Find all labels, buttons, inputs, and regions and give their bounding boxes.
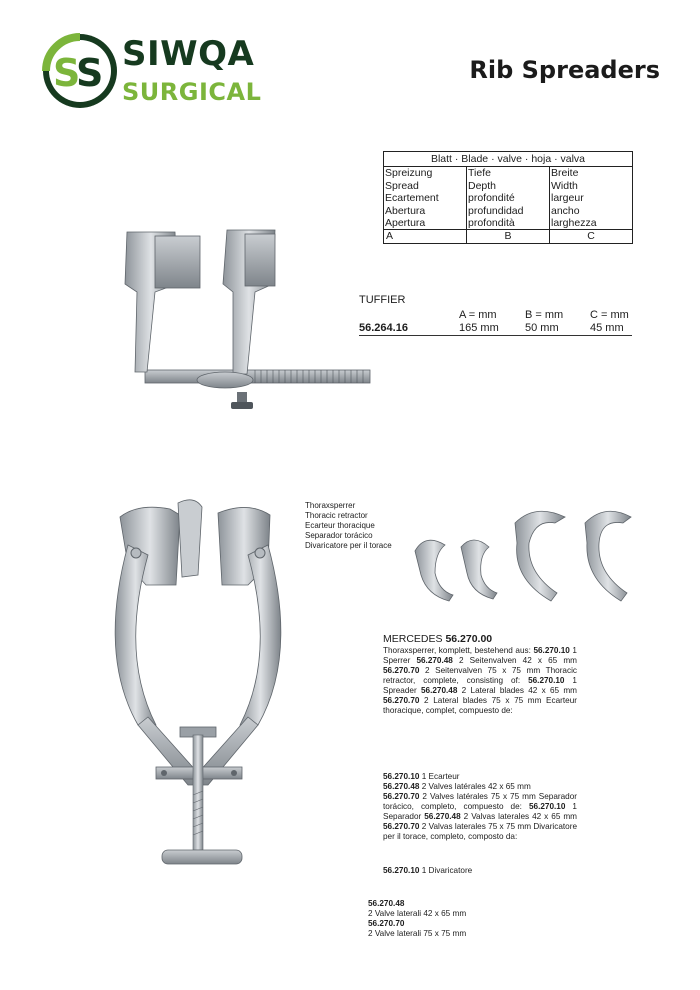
svg-text:S: S: [53, 51, 81, 95]
tuffier-value-b: 50 mm: [525, 322, 559, 334]
ecarteur-description: [383, 772, 577, 842]
blade-col-a-line: Spread: [385, 179, 419, 192]
brand-logo: [40, 30, 262, 112]
part-code: 56.270.48: [383, 782, 420, 791]
blade-col-b-line: profondità: [468, 217, 515, 230]
blade-col-c-line: Breite: [551, 167, 579, 180]
blade-dimension-table: [383, 151, 633, 244]
valve-laterali-description: [368, 899, 466, 939]
tuffier-header-row: [359, 309, 632, 322]
divaricatore-description: [383, 866, 577, 876]
part-code: 56.270.70: [383, 822, 420, 831]
part-code: 56.270.70: [383, 792, 420, 801]
ecarteur-text: 1 Separador: [383, 802, 577, 821]
blade-col-b-line: Depth: [468, 179, 497, 192]
valve-line: [368, 919, 466, 939]
ecarteur-text: 1 Ecarteur: [419, 772, 460, 781]
tuffier-name: TUFFIER: [359, 294, 406, 306]
thorax-caption: [305, 501, 392, 551]
mercedes-text: 2 Lateral blades 42 x 65 mm: [457, 686, 577, 695]
tuffier-retractor-illustration: [115, 222, 375, 422]
blade-col-width: [550, 167, 633, 230]
tuffier-header-c: C = mm: [590, 309, 629, 321]
valve-line: [368, 899, 466, 919]
thorax-caption-line: Ecarteur thoracique: [305, 521, 375, 530]
blade-col-b-line: profondité: [468, 192, 515, 205]
blade-col-a-line: Apertura: [385, 217, 426, 230]
part-code: 56.270.10: [383, 772, 420, 781]
blade-col-depth: [467, 167, 550, 230]
tuffier-value-c: 45 mm: [590, 322, 624, 334]
part-code: 56.270.10: [528, 676, 565, 685]
part-code: 56.270.48: [416, 656, 453, 665]
blade-col-c-line: largeur: [551, 192, 584, 205]
svg-text:S: S: [76, 51, 104, 95]
part-code: 56.270.48: [420, 686, 458, 695]
tuffier-spec: [359, 294, 632, 336]
mercedes-title: [383, 633, 577, 646]
mercedes-text: 1 Spreader: [383, 676, 577, 695]
thorax-caption-line: Thoracic retractor: [305, 511, 368, 520]
ecarteur-text: 2 Valvas laterales 75 x 75 mm Divaricatore per il torace, completo, composto da:: [383, 822, 577, 841]
tuffier-header-a: A = mm: [459, 309, 497, 321]
blade-col-spread: [384, 167, 467, 230]
page-title: Rib Spreaders: [469, 56, 660, 84]
ecarteur-text: 2 Valvas laterales 42 x 65 mm: [460, 812, 577, 821]
brand-name: SIWQA: [122, 34, 255, 74]
valve-text: 2 Valve laterali 42 x 65 mm: [368, 909, 467, 918]
part-code: 56.270.70: [383, 696, 420, 705]
blade-letter-c: C: [550, 230, 633, 243]
mercedes-text: 2 Seitenvalven 42 x 65 mm: [452, 656, 577, 665]
blade-col-a-line: Ecartement: [385, 192, 439, 205]
part-code: 56.270.48: [424, 812, 461, 821]
lateral-blades-illustration: [405, 503, 635, 613]
part-code: 56.270.48: [368, 899, 405, 908]
brand-sub: SURGICAL: [122, 78, 262, 106]
tuffier-code: 56.264.16: [359, 322, 408, 334]
blade-col-a-line: Abertura: [385, 204, 426, 217]
mercedes-text: Thoraxsperrer, komplett, bestehend aus:: [383, 646, 531, 655]
blade-col-b-line: profundidad: [468, 204, 524, 217]
blade-col-c-line: larghezza: [551, 217, 597, 230]
part-code: 56.270.10: [533, 646, 570, 655]
ecarteur-text: 2 Valves latérales 42 x 65 mm: [419, 782, 531, 791]
mercedes-description: [383, 633, 577, 716]
mercedes-name: MERCEDES: [383, 633, 443, 645]
part-code: 56.270.10: [528, 802, 566, 811]
part-code: 56.270.10: [383, 866, 420, 875]
valve-text: 2 Valve laterali 75 x 75 mm: [368, 929, 467, 938]
blade-col-c-line: ancho: [551, 204, 580, 217]
mercedes-code: 56.270.00: [445, 633, 493, 645]
blade-table-header: Blatt · Blade · valve · hoja · valva: [384, 152, 633, 167]
mercedes-text: 2 Seitenvalven 75 x 75 mm Thoracic retractor, complete, consisting of:: [383, 666, 577, 685]
ecarteur-text: 2 Valves latérales 75 x 75 mm Separador torácico, completo, compuesto de:: [383, 792, 577, 811]
mercedes-text: 1 Sperrer: [383, 646, 577, 665]
divaricatore-text: 1 Divaricatore: [419, 866, 473, 875]
thorax-caption-line: Thoraxsperrer: [305, 501, 356, 510]
tuffier-value-a: 165 mm: [459, 322, 499, 334]
thorax-caption-line: Separador torácico: [305, 531, 373, 540]
blade-col-b-line: Tiefe: [468, 167, 491, 180]
part-code: 56.270.70: [383, 666, 420, 675]
mercedes-text: 2 Lateral blades 75 x 75 mm Ecarteur thoracique, complet, compuesto de:: [383, 696, 577, 715]
blade-col-c-line: Width: [551, 179, 578, 192]
tuffier-header-b: B = mm: [525, 309, 564, 321]
siwqa-logo-mark-icon: [40, 30, 120, 112]
thorax-caption-line: Divaricatore per il torace: [305, 541, 392, 550]
blade-letter-a: A: [384, 230, 467, 243]
tuffier-value-row: [359, 322, 632, 336]
blade-col-a-line: Spreizung: [385, 167, 433, 180]
part-code: 56.270.70: [368, 919, 405, 928]
blade-letter-b: B: [467, 230, 550, 243]
mercedes-retractor-illustration: [98, 495, 298, 885]
